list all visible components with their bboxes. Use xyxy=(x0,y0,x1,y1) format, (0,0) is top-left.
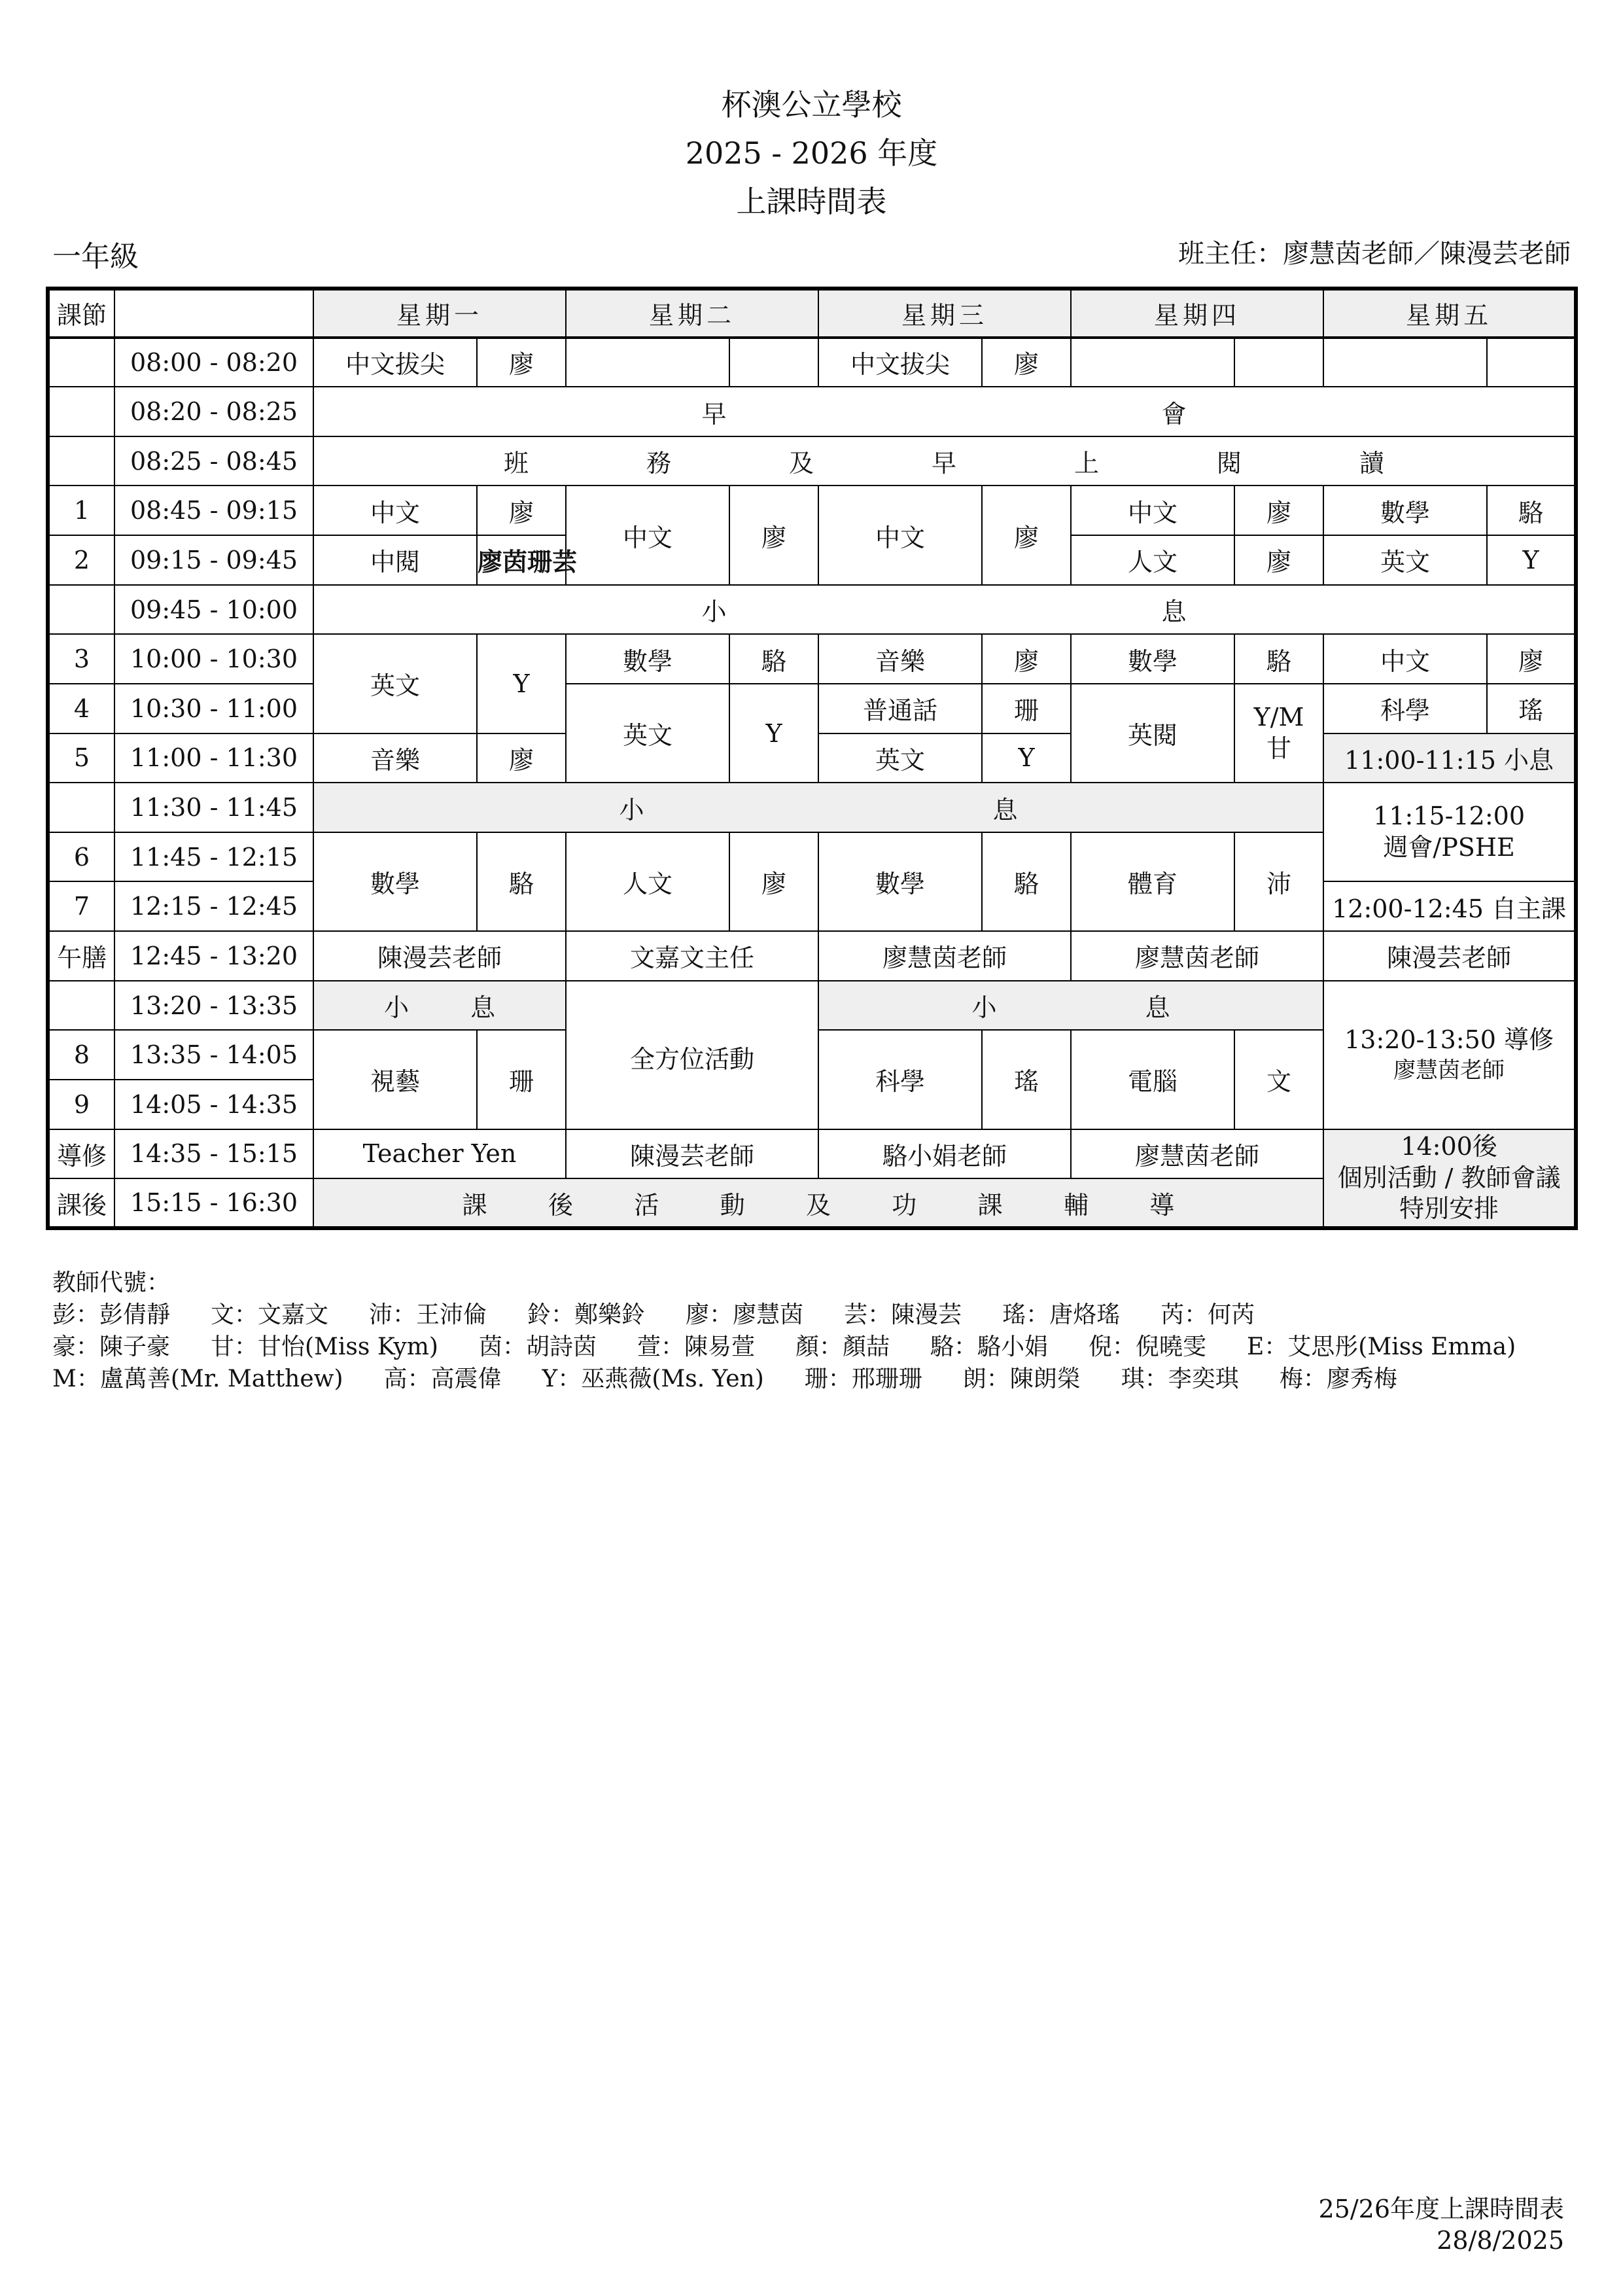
teacher-cell: 文 xyxy=(1234,1030,1323,1129)
period-cell: 9 xyxy=(48,1080,114,1129)
banner-char: 會 xyxy=(1161,399,1187,429)
period-cell: 課後 xyxy=(48,1178,114,1228)
lunch-duty-cell: 文嘉文主任 xyxy=(566,931,818,981)
period-cell: 6 xyxy=(48,832,114,882)
subject-cell: 中文 xyxy=(1323,634,1487,684)
header-row xyxy=(48,289,1576,338)
time-cell: 08:45 - 09:15 xyxy=(114,486,313,535)
teacher-cell: 廖 xyxy=(1234,535,1323,585)
friday-late-cell xyxy=(1323,1129,1576,1228)
teacher-code: 琪：李奕琪 xyxy=(1121,1366,1239,1392)
time-cell: 10:00 - 10:30 xyxy=(114,634,313,684)
teacher-line: 甘 xyxy=(1266,733,1292,763)
teacher-cell: 廖 xyxy=(729,832,818,931)
teacher-code: 萱：陳易萱 xyxy=(637,1333,755,1360)
period-cell xyxy=(48,585,114,635)
teacher-code: 瑤：唐烙瑤 xyxy=(1002,1301,1121,1328)
banner-char: 後 xyxy=(548,1190,573,1220)
banner-char: 輔 xyxy=(1063,1190,1089,1220)
teacher-line: Y/M xyxy=(1253,703,1304,732)
banner-char: 小 xyxy=(701,597,727,627)
empty-cell xyxy=(729,338,818,387)
period-cell: 8 xyxy=(48,1030,114,1080)
banner-char: 班 xyxy=(503,449,529,478)
teacher-cell: 瑤 xyxy=(982,1030,1071,1129)
subject-cell: 音樂 xyxy=(313,733,477,783)
period-cell: 午膳 xyxy=(48,931,114,981)
assembly-name: 週會/PSHE xyxy=(1383,832,1515,862)
lunch-duty-cell: 廖慧茵老師 xyxy=(818,931,1071,981)
time-cell: 08:25 - 08:45 xyxy=(114,436,313,486)
day-header-thu: 星期四 xyxy=(1071,289,1323,338)
lunch-duty-cell: 陳漫芸老師 xyxy=(1323,931,1576,981)
time-cell: 09:45 - 10:00 xyxy=(114,585,313,635)
banner-char: 功 xyxy=(892,1190,917,1220)
time-column-header xyxy=(114,289,313,338)
period-cell: 7 xyxy=(48,881,114,931)
teacher-code: 廖：廖慧茵 xyxy=(686,1301,804,1328)
tutorial-duty-cell: Teacher Yen xyxy=(313,1129,566,1179)
banner-char: 早 xyxy=(701,399,727,429)
banner-char: 息 xyxy=(1145,993,1170,1023)
subject-cell: 普通話 xyxy=(818,684,982,733)
time-cell: 08:00 - 08:20 xyxy=(114,338,313,387)
teacher-cell: 駱 xyxy=(477,832,566,931)
subject-cell: 中閱 xyxy=(313,535,477,585)
teacher-codes-row xyxy=(52,1363,1556,1395)
late-line: 特別安排 xyxy=(1399,1194,1499,1224)
day-header-fri: 星期五 xyxy=(1323,289,1576,338)
class-teachers: 班主任：廖慧茵老師／陳漫芸老師 xyxy=(1178,239,1571,269)
time-cell: 08:20 - 08:25 xyxy=(114,387,313,436)
lunch-duty-cell: 廖慧茵老師 xyxy=(1071,931,1323,981)
banner-char: 小 xyxy=(971,993,997,1023)
teacher-cell: Y xyxy=(729,684,818,783)
teacher-code: 豪：陳子豪 xyxy=(52,1333,171,1360)
teacher-cell: 廖 xyxy=(1234,486,1323,535)
teacher-code: 文：文嘉文 xyxy=(211,1301,329,1328)
period-cell: 導修 xyxy=(48,1129,114,1179)
teacher-code: M：盧萬善(Mr. Matthew) xyxy=(52,1366,343,1392)
grade-label: 一年級 xyxy=(52,240,139,274)
teacher-code: 駱：駱小娟 xyxy=(930,1333,1049,1360)
teacher-cell: Y xyxy=(477,634,566,733)
friday-self-study-cell: 12:00-12:45 自主課 xyxy=(1323,881,1576,931)
table-row xyxy=(48,436,1576,486)
time-cell: 14:35 - 15:15 xyxy=(114,1129,313,1179)
teacher-code: 高：高震偉 xyxy=(383,1366,502,1392)
teacher-code: 茵：胡詩茵 xyxy=(478,1333,597,1360)
banner-char: 小 xyxy=(619,795,644,824)
banner-char: 活 xyxy=(634,1190,659,1220)
late-line: 個別活動 / 教師會議 xyxy=(1337,1163,1561,1192)
tutorial-duty-cell: 駱小娟老師 xyxy=(818,1129,1071,1179)
teacher-cell: 廖 xyxy=(982,486,1071,584)
empty-cell xyxy=(566,338,729,387)
table-row xyxy=(48,684,1576,733)
teacher-codes-row xyxy=(52,1299,1556,1331)
morning-assembly-banner xyxy=(313,387,1576,436)
teacher-code: 芮：何芮 xyxy=(1161,1301,1255,1328)
teacher-codes-title: 教師代號： xyxy=(52,1269,171,1296)
banner-char: 早 xyxy=(931,449,956,478)
empty-cell xyxy=(1487,338,1576,387)
teacher-code: 朗：陳朗榮 xyxy=(962,1366,1081,1392)
recess-banner xyxy=(818,981,1323,1031)
subject-cell: 數學 xyxy=(313,832,477,931)
recess-banner xyxy=(313,783,1323,832)
footer-title: 25/26年度上課時間表 xyxy=(1318,2195,1564,2223)
footer xyxy=(1318,2193,1564,2256)
period-cell xyxy=(48,387,114,436)
subject-cell: 英文 xyxy=(313,634,477,733)
lunch-duty-cell: 陳漫芸老師 xyxy=(313,931,566,981)
time-cell: 10:30 - 11:00 xyxy=(114,684,313,733)
empty-cell xyxy=(1234,338,1323,387)
subject-cell: 英文 xyxy=(566,684,729,783)
subject-cell: 音樂 xyxy=(818,634,982,684)
subject-cell: 科學 xyxy=(1323,684,1487,733)
period-cell: 5 xyxy=(48,733,114,783)
period-cell xyxy=(48,981,114,1031)
banner-char: 務 xyxy=(646,449,671,478)
banner-char: 動 xyxy=(720,1190,745,1220)
time-cell: 15:15 - 16:30 xyxy=(114,1178,313,1228)
teacher-code: Y：巫燕薇(Ms. Yen) xyxy=(542,1366,764,1392)
tutorial-teacher: 廖慧茵老師 xyxy=(1393,1057,1505,1084)
subject-cell: 中文 xyxy=(1071,486,1234,535)
teacher-code: 顏：顏喆 xyxy=(795,1333,890,1360)
teacher-cell: 廖 xyxy=(1487,634,1576,684)
empty-cell xyxy=(1071,338,1234,387)
teacher-cell: 廖 xyxy=(477,733,566,783)
teacher-cell: 廖 xyxy=(729,486,818,584)
teacher-code: E：艾思彤(Miss Emma) xyxy=(1247,1333,1516,1360)
table-row xyxy=(48,981,1576,1031)
tutorial-duty-cell: 陳漫芸老師 xyxy=(566,1129,818,1179)
banner-char: 息 xyxy=(1161,597,1187,627)
teacher-code: 彭：彭倩靜 xyxy=(52,1301,171,1328)
subject-cell: 中文拔尖 xyxy=(313,338,477,387)
teacher-cell: Y xyxy=(1487,535,1576,585)
banner-char: 及 xyxy=(788,449,814,478)
day-header-wed: 星期三 xyxy=(818,289,1071,338)
banner-char: 讀 xyxy=(1359,449,1384,478)
table-row xyxy=(48,585,1576,635)
teacher-cell: 廖茵珊芸 xyxy=(477,535,566,585)
after-school-banner xyxy=(313,1178,1323,1228)
time-cell: 13:20 - 13:35 xyxy=(114,981,313,1031)
assembly-time: 11:15-12:00 xyxy=(1373,802,1525,831)
subject-cell: 視藝 xyxy=(313,1030,477,1129)
teacher-code: 珊：邢珊珊 xyxy=(804,1366,922,1392)
subject-cell: 英閱 xyxy=(1071,684,1234,783)
period-cell: 3 xyxy=(48,634,114,684)
day-header-tue: 星期二 xyxy=(566,289,818,338)
activity-cell: 全方位活動 xyxy=(566,981,818,1129)
late-line: 14:00後 xyxy=(1401,1132,1497,1161)
time-cell: 09:15 - 09:45 xyxy=(114,535,313,585)
day-header-mon: 星期一 xyxy=(313,289,566,338)
banner-char: 課 xyxy=(977,1190,1003,1220)
subject-cell: 數學 xyxy=(818,832,982,931)
recess-banner xyxy=(313,981,566,1031)
teacher-cell: 珊 xyxy=(477,1030,566,1129)
teacher-cell: 廖 xyxy=(982,338,1071,387)
table-row xyxy=(48,1129,1576,1179)
time-cell: 11:00 - 11:30 xyxy=(114,733,313,783)
timetable xyxy=(46,287,1578,1230)
tutorial-time: 13:20-13:50 導修 xyxy=(1344,1025,1554,1055)
empty-cell xyxy=(1323,338,1487,387)
subject-cell: 數學 xyxy=(566,634,729,684)
subject-cell: 人文 xyxy=(566,832,729,931)
teacher-cell: 廖 xyxy=(477,486,566,535)
subject-cell: 體育 xyxy=(1071,832,1234,931)
period-cell: 1 xyxy=(48,486,114,535)
school-name: 杯澳公立學校 xyxy=(721,87,902,122)
table-row xyxy=(48,486,1576,535)
table-row xyxy=(48,387,1576,436)
teacher-cell: Y xyxy=(982,733,1071,783)
period-cell xyxy=(48,338,114,387)
document-title: 上課時間表 xyxy=(736,184,887,219)
period-column-header: 課節 xyxy=(48,289,114,338)
banner-char: 息 xyxy=(992,795,1018,824)
subject-cell: 中文 xyxy=(313,486,477,535)
friday-tutorial-cell xyxy=(1323,981,1576,1129)
period-cell: 4 xyxy=(48,684,114,733)
teacher-cell: 廖 xyxy=(477,338,566,387)
teacher-cell: 駱 xyxy=(729,634,818,684)
time-cell: 12:45 - 13:20 xyxy=(114,931,313,981)
time-cell: 11:45 - 12:15 xyxy=(114,832,313,882)
subject-cell: 中文 xyxy=(818,486,982,584)
teacher-cell xyxy=(1234,684,1323,783)
banner-char: 導 xyxy=(1149,1190,1175,1220)
tutorial-duty-cell: 廖慧茵老師 xyxy=(1071,1129,1323,1179)
teacher-cell: 駱 xyxy=(1487,486,1576,535)
class-reading-banner xyxy=(313,436,1576,486)
teacher-code: 沛：王沛倫 xyxy=(369,1301,487,1328)
table-row xyxy=(48,338,1576,387)
teacher-code: 倪：倪曉雯 xyxy=(1089,1333,1207,1360)
subject-cell: 數學 xyxy=(1323,486,1487,535)
time-cell: 13:35 - 14:05 xyxy=(114,1030,313,1080)
banner-char: 息 xyxy=(470,993,495,1023)
teacher-cell: 瑤 xyxy=(1487,684,1576,733)
subject-cell: 科學 xyxy=(818,1030,982,1129)
subject-cell: 數學 xyxy=(1071,634,1234,684)
teacher-cell: 駱 xyxy=(1234,634,1323,684)
teacher-code: 芸：陳漫芸 xyxy=(844,1301,962,1328)
teacher-cell: 駱 xyxy=(982,832,1071,931)
table-row xyxy=(48,783,1576,832)
period-cell: 2 xyxy=(48,535,114,585)
banner-char: 上 xyxy=(1073,449,1099,478)
teacher-cell: 珊 xyxy=(982,684,1071,733)
subject-cell: 電腦 xyxy=(1071,1030,1234,1129)
subject-cell: 中文拔尖 xyxy=(818,338,982,387)
teacher-code: 甘：甘怡(Miss Kym) xyxy=(211,1333,438,1360)
period-cell xyxy=(48,783,114,832)
teacher-code: 梅：廖秀梅 xyxy=(1279,1366,1397,1392)
teacher-cell: 沛 xyxy=(1234,832,1323,931)
teacher-cell: 廖 xyxy=(982,634,1071,684)
period-cell xyxy=(48,436,114,486)
school-year: 2025 - 2026 年度 xyxy=(685,135,938,171)
time-cell: 11:30 - 11:45 xyxy=(114,783,313,832)
subject-cell: 英文 xyxy=(818,733,982,783)
banner-char: 及 xyxy=(805,1190,831,1220)
subject-cell: 英文 xyxy=(1323,535,1487,585)
friday-assembly-cell xyxy=(1323,783,1576,881)
table-row xyxy=(48,634,1576,684)
time-cell: 12:15 - 12:45 xyxy=(114,881,313,931)
table-row xyxy=(48,931,1576,981)
subject-cell: 中文 xyxy=(566,486,729,584)
teacher-codes xyxy=(52,1267,1556,1395)
banner-char: 小 xyxy=(383,993,409,1023)
footer-date: 28/8/2025 xyxy=(1437,2226,1564,2255)
banner-char: 閱 xyxy=(1216,449,1242,478)
banner-char: 課 xyxy=(462,1190,487,1220)
teacher-codes-row xyxy=(52,1331,1556,1363)
friday-break-cell: 11:00-11:15 小息 xyxy=(1323,733,1576,783)
teacher-code: 鈴：鄭樂鈴 xyxy=(527,1301,646,1328)
subject-cell: 人文 xyxy=(1071,535,1234,585)
time-cell: 14:05 - 14:35 xyxy=(114,1080,313,1129)
recess-banner xyxy=(313,585,1576,635)
